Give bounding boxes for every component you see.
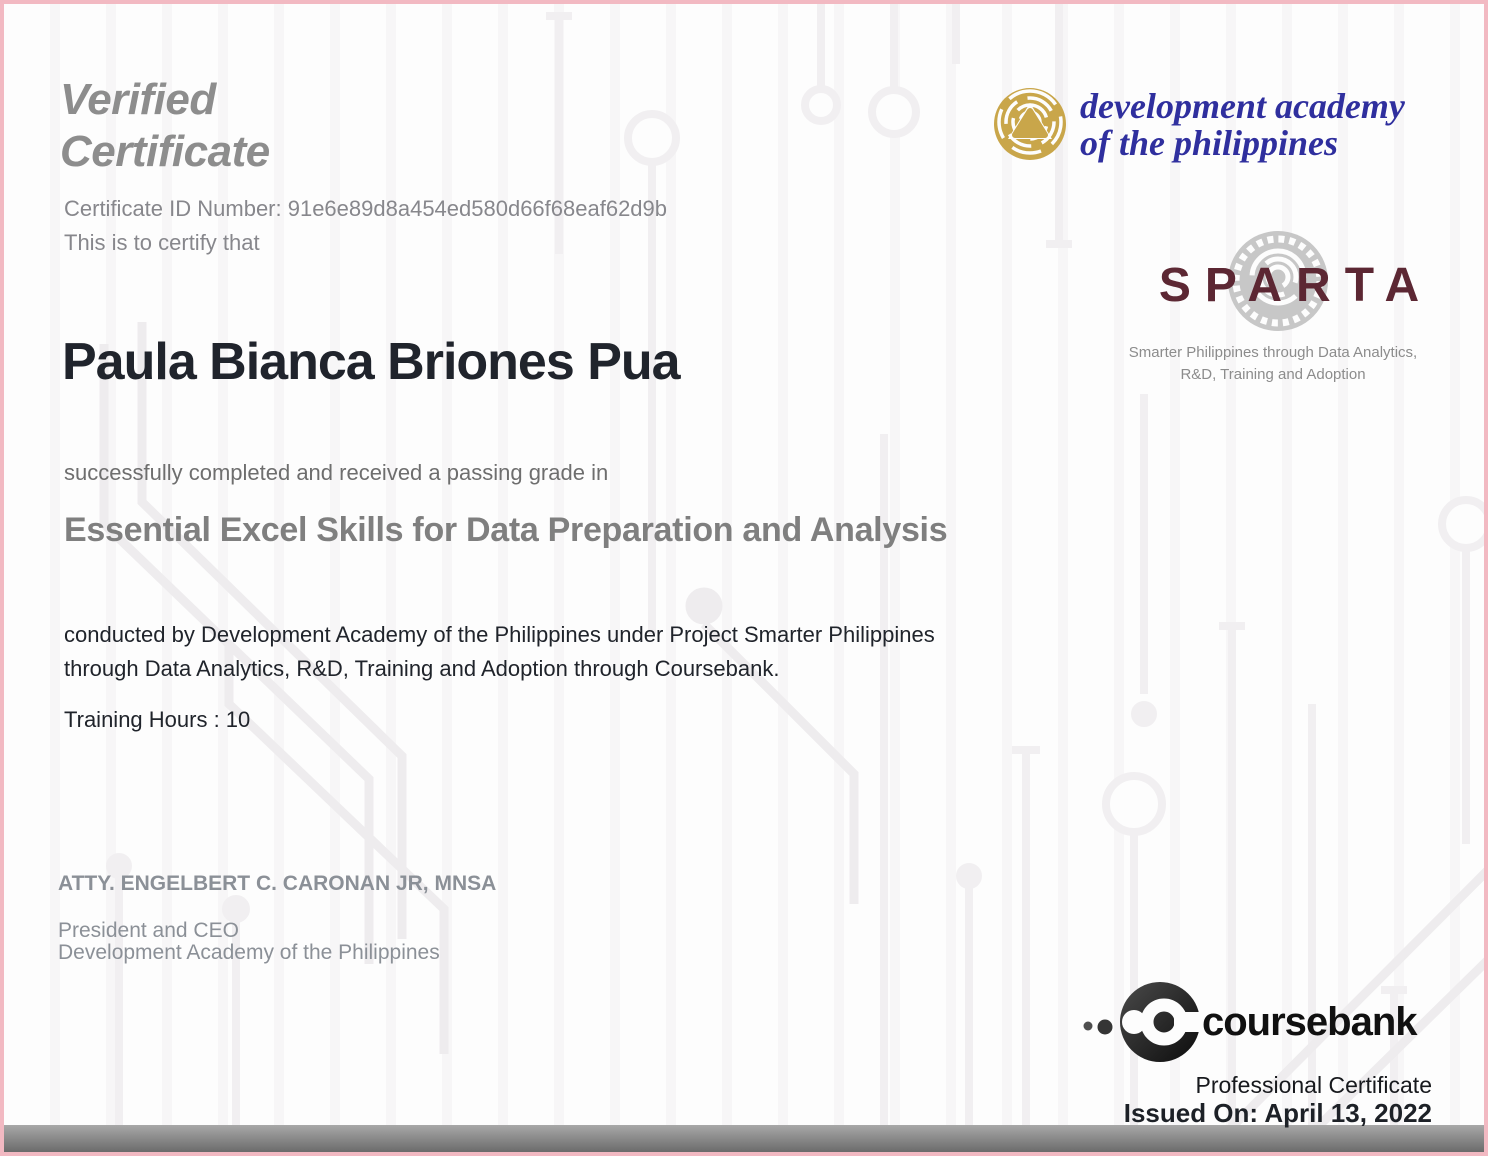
coursebank-wordmark: coursebank: [1202, 1000, 1417, 1044]
dap-gold-emblem-icon: [992, 86, 1068, 162]
sparta-tagline: [1102, 342, 1444, 386]
conducted-by-line: conducted by Development Academy of the Philippines under Project Smarter Philippines through Data Analytics, R&D, Training and Adoption through Coursebank.: [64, 622, 935, 681]
completion-line: successfully completed and received a passing grade in: [64, 460, 609, 485]
sparta-wordmark: SPARTA: [1158, 259, 1434, 312]
recipient-name: Paula Bianca Briones Pua: [62, 333, 680, 391]
signatory-name: ATTY. ENGELBERT C. CARONAN JR, MNSA: [58, 872, 497, 895]
signatory-organization: Development Academy of the Philippines: [58, 941, 440, 964]
certificate-type-label: Professional Certificate: [1195, 1072, 1432, 1098]
certificate-id-line: Certificate ID Number: 91e6e89d8a454ed580d66f68eaf62d9b: [64, 196, 668, 221]
sparta-tagline-line2: R&D, Training and Adoption: [1180, 366, 1366, 383]
dap-wordmark-line1: development academy: [1080, 86, 1405, 126]
training-hours: Training Hours : 10: [64, 707, 251, 732]
bottom-bar: [4, 1125, 1484, 1152]
signatory-title: President and CEO: [58, 919, 239, 942]
certificate-heading: Verified Certificate: [60, 75, 270, 176]
coursebank-c-mark-icon: [1080, 978, 1204, 1068]
dap-wordmark-line2: of the philippines: [1080, 123, 1339, 163]
dap-wordmark: [1080, 88, 1405, 162]
certify-line: This is to certify that: [64, 230, 260, 255]
issued-on-label: Issued On: April 13, 2022: [1123, 1098, 1432, 1128]
sparta-tagline-line1: Smarter Philippines through Data Analytics,: [1128, 344, 1418, 361]
course-title: Essential Excel Skills for Data Preparation and Analysis: [64, 511, 948, 549]
